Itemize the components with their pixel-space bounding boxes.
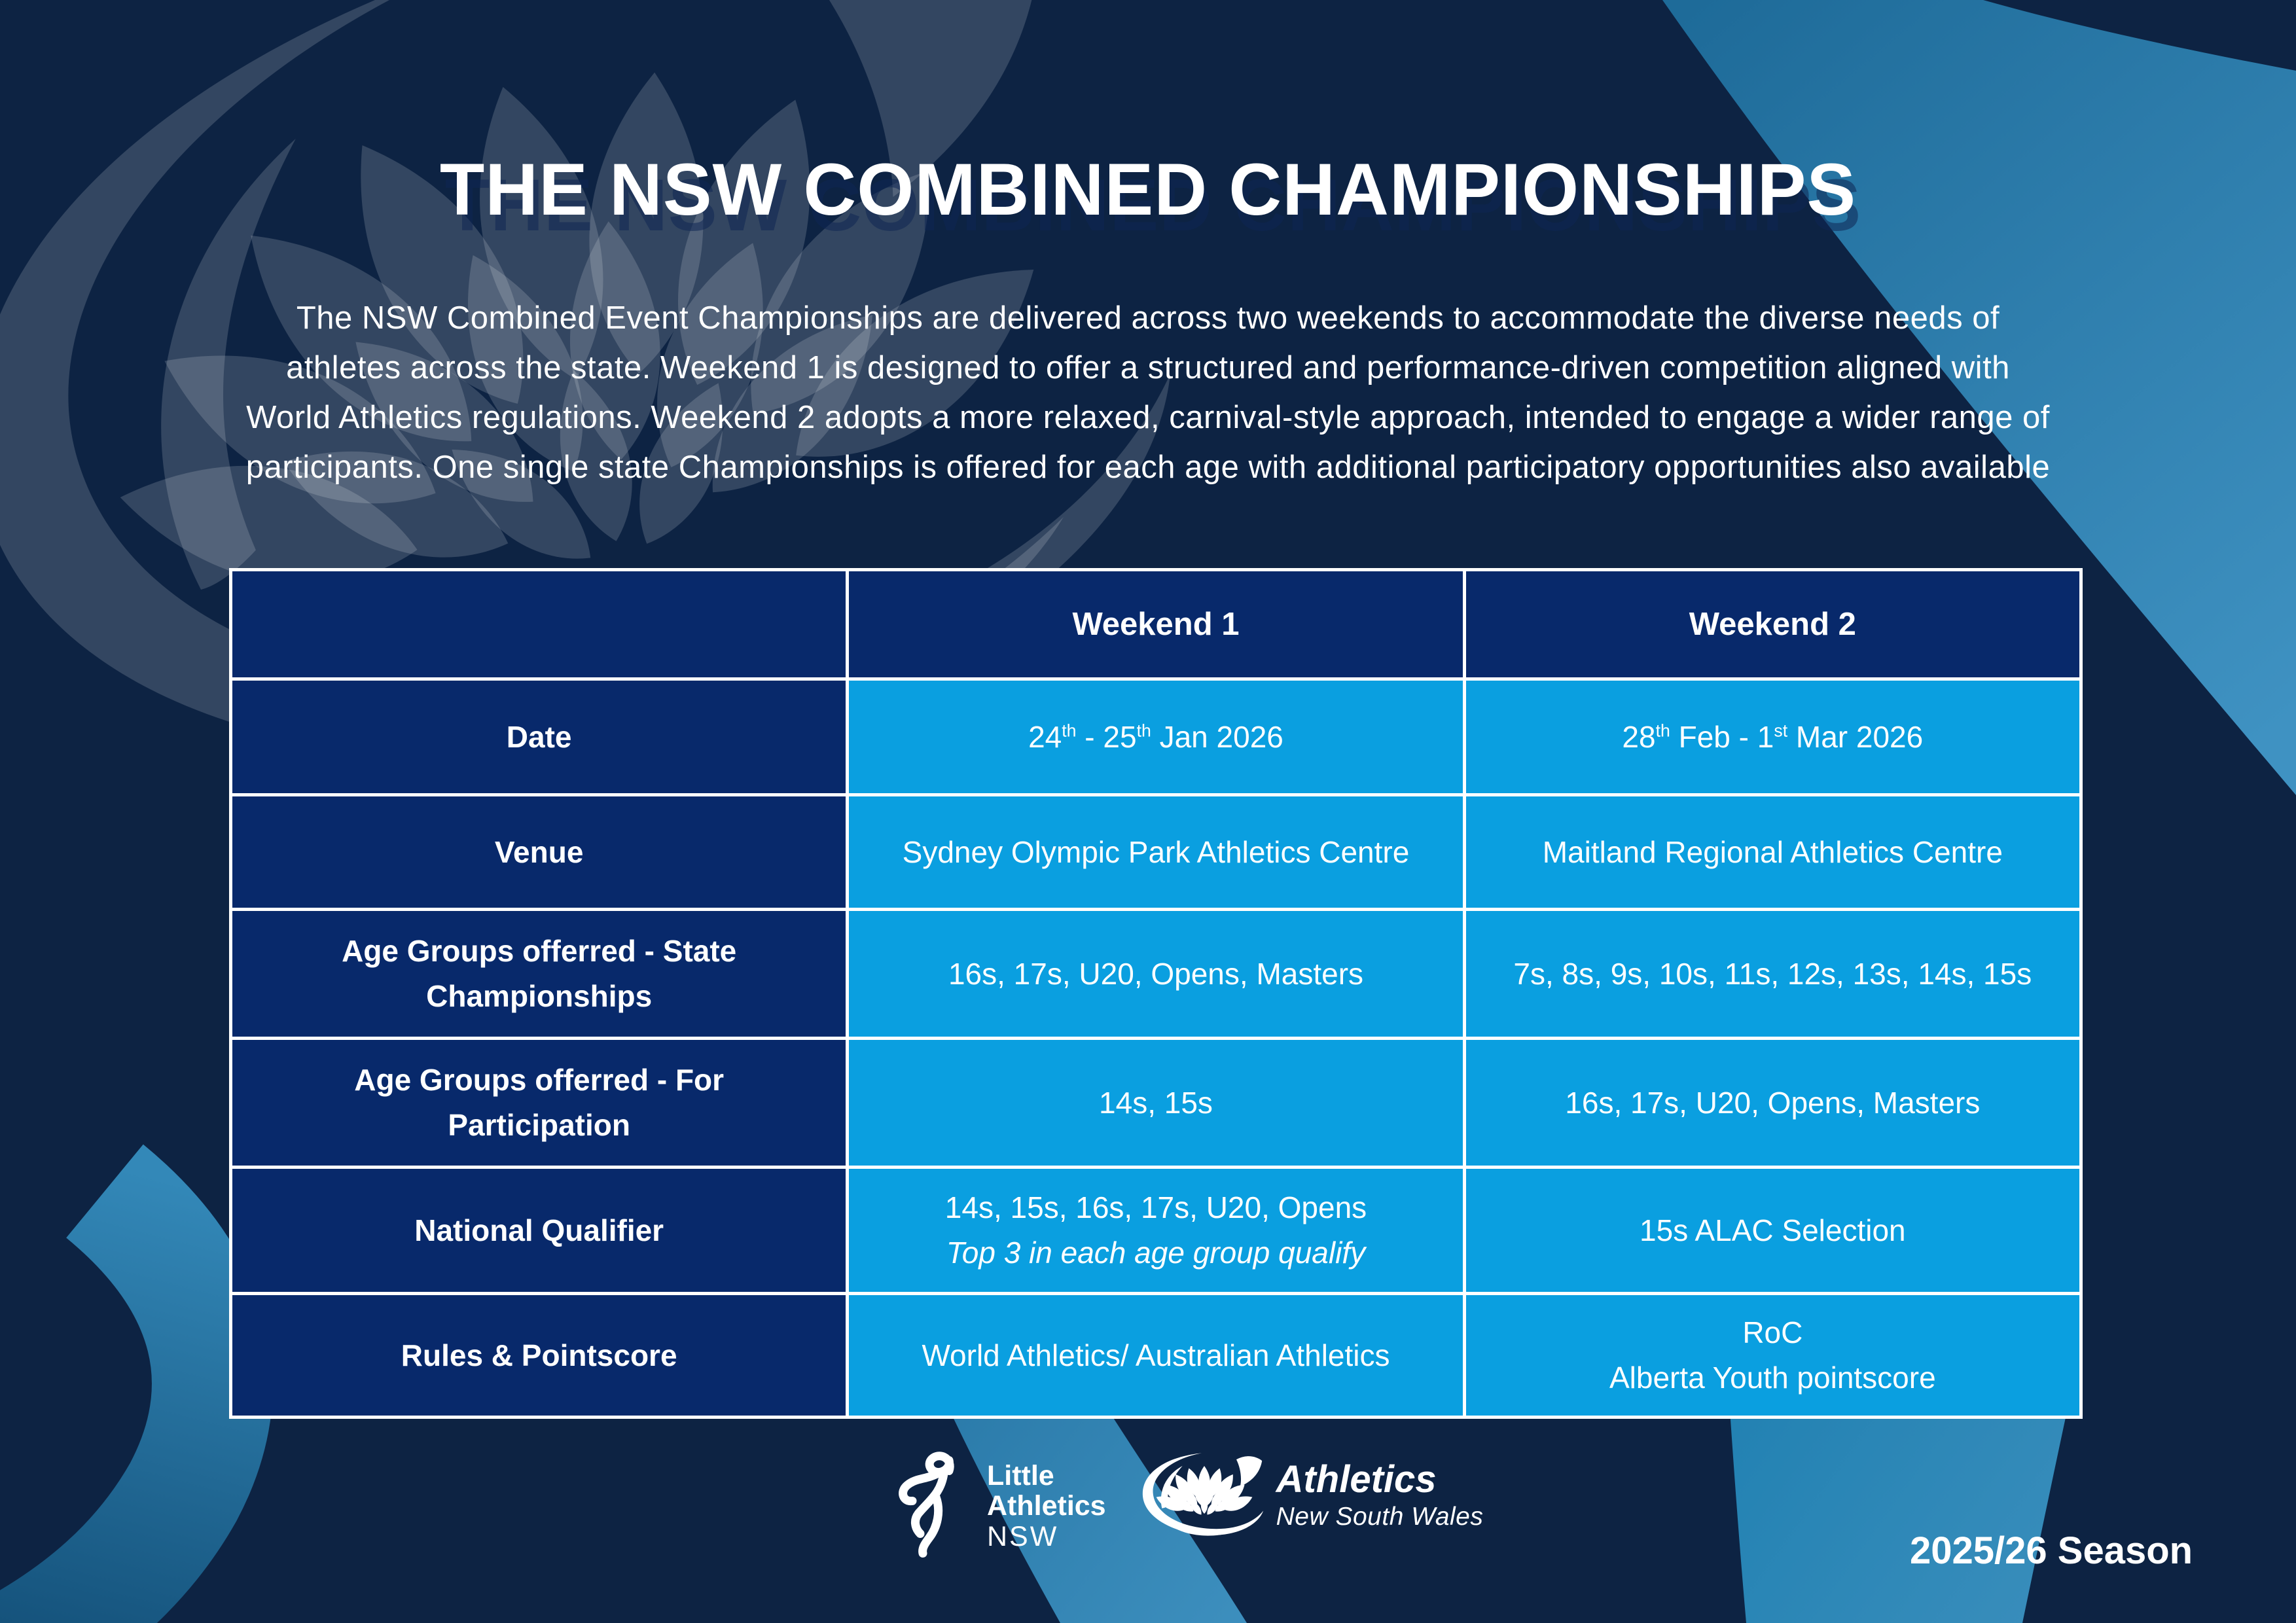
cell-rules-weekend2 xyxy=(1466,1295,2079,1416)
qualifier-note: Top 3 in each age group qualify xyxy=(946,1236,1366,1270)
cell-age-participation-weekend1: 14s, 15s xyxy=(849,1040,1462,1166)
little-athletics-line1: Little xyxy=(987,1460,1054,1491)
cell-age-state-weekend2: 7s, 8s, 9s, 10s, 11s, 12s, 13s, 14s, 15s xyxy=(1466,911,2079,1037)
footer-logos xyxy=(898,1444,1483,1561)
cell-qualifier-weekend2: 15s ALAC Selection xyxy=(1466,1169,2079,1292)
row-label-rules: Rules & Pointscore xyxy=(232,1295,846,1416)
athletics-nsw-logo xyxy=(1140,1444,1484,1542)
waratah-icon xyxy=(1140,1452,1268,1542)
little-athletics-line3: NSW xyxy=(987,1520,1059,1552)
athletics-nsw-wordmark xyxy=(1276,1458,1484,1542)
row-label-age-participation: Age Groups offerred - For Participation xyxy=(232,1040,846,1166)
table-row-venue xyxy=(232,796,2079,908)
table-row-age-participation xyxy=(232,1040,2079,1166)
table-row-national-qualifier xyxy=(232,1169,2079,1292)
little-athletics-line2: Athletics xyxy=(987,1490,1106,1522)
cell-date-weekend2: 28th Feb - 1st Mar 2026 xyxy=(1466,681,2079,793)
little-athletics-wordmark xyxy=(987,1461,1106,1552)
row-label-national-qualifier: National Qualifier xyxy=(232,1169,846,1292)
cell-rules-weekend1: World Athletics/ Australian Athletics xyxy=(849,1295,1462,1416)
col-header-weekend1: Weekend 1 xyxy=(849,571,1462,677)
cell-date-weekend1: 24th - 25th Jan 2026 xyxy=(849,681,1462,793)
table-row-rules xyxy=(232,1295,2079,1416)
qualifier-ages: 14s, 15s, 16s, 17s, U20, Opens xyxy=(944,1190,1367,1224)
cell-venue-weekend2: Maitland Regional Athletics Centre xyxy=(1466,796,2079,908)
athletics-nsw-name: Athletics xyxy=(1276,1458,1437,1501)
row-label-venue: Venue xyxy=(232,796,846,908)
cell-age-participation-weekend2: 16s, 17s, U20, Opens, Masters xyxy=(1466,1040,2079,1166)
rules-pointscore: Alberta Youth pointscore xyxy=(1609,1361,1936,1395)
table-header-row xyxy=(232,571,2079,677)
athletics-nsw-subtitle: New South Wales xyxy=(1276,1503,1484,1531)
page-title: THE NSW COMBINED CHAMPIONSHIPS xyxy=(439,149,1857,231)
ribbon-runner-icon xyxy=(898,1446,977,1561)
intro-paragraph: The NSW Combined Event Championships are delivered across two weekends to accommodate the diverse needs of athletes across the state. Weekend 1 is designed to offer a structured and performance-driven competition aligned with World Athletics regulations. Weekend 2 adopts a more relaxed, carnival-style approach, intended to engage a wider range of participants. One single state Championships is offered for each age with additional participatory opportunities also available xyxy=(245,300,2051,485)
row-label-date: Date xyxy=(232,681,846,793)
cell-qualifier-weekend1 xyxy=(849,1169,1462,1292)
row-label-age-state: Age Groups offerred - State Championships xyxy=(232,911,846,1037)
season-label: 2025/26 Season xyxy=(1910,1529,2193,1572)
col-header-weekend2: Weekend 2 xyxy=(1466,571,2079,677)
cell-venue-weekend1: Sydney Olympic Park Athletics Centre xyxy=(849,796,1462,908)
table-row-age-state xyxy=(232,911,2079,1037)
table-row-date xyxy=(232,681,2079,793)
cell-age-state-weekend1: 16s, 17s, U20, Opens, Masters xyxy=(849,911,1462,1037)
rules-roc: RoC xyxy=(1742,1315,1803,1349)
championships-table xyxy=(229,568,2083,1419)
table-corner-cell xyxy=(232,571,846,677)
crescent-bottom-left xyxy=(13,1191,213,1623)
